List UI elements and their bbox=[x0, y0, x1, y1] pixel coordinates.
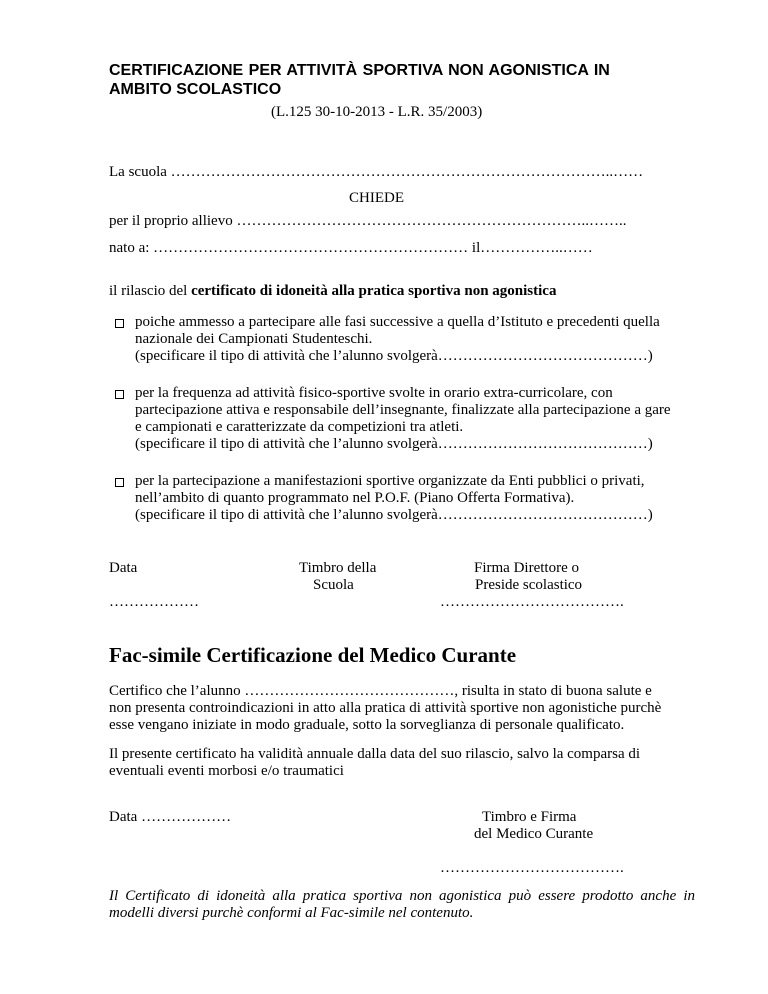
school-stamp-label-2: Scuola bbox=[313, 577, 354, 593]
option-1-checkbox[interactable] bbox=[115, 319, 124, 328]
release-certificate-name: certificato di idoneità alla pratica sportiva non agonistica bbox=[191, 283, 557, 299]
birth-field[interactable]: nato a: ……………………………………………………… il……………..…… bbox=[109, 240, 593, 256]
director-label-1: Firma Direttore o bbox=[474, 560, 579, 576]
document-title-line-2: AMBITO SCOLASTICO bbox=[109, 81, 282, 98]
footer-note bbox=[109, 888, 695, 922]
school-stamp-label-1: Timbro della bbox=[299, 560, 377, 576]
law-reference: (L.125 30-10-2013 - L.R. 35/2003) bbox=[271, 104, 483, 120]
footer-note-line-2: modelli diversi purchè conformi al Fac-simile nel contenuto. bbox=[109, 905, 474, 921]
medical-heading: Fac-simile Certificazione del Medico Curante bbox=[109, 643, 517, 667]
school-field[interactable]: La scuola ……………………………………………………………………………..…… bbox=[109, 164, 644, 180]
medical-date-field[interactable]: Data ……………… bbox=[109, 809, 232, 825]
student-field[interactable]: per il proprio allievo ……………………………………………………………..…….. bbox=[109, 213, 627, 229]
release-prefix: il rilascio del bbox=[109, 283, 192, 299]
medical-paragraph-2 bbox=[109, 746, 640, 780]
medical-paragraph-2-line-1: Il presente certificato ha validità annuale dalla data del suo rilascio, salvo la comparsa di bbox=[109, 746, 641, 762]
option-1-text bbox=[135, 314, 660, 365]
director-signature-field[interactable]: ………………………………. bbox=[440, 594, 624, 610]
release-statement bbox=[109, 283, 556, 300]
option-2-text bbox=[135, 385, 671, 453]
medical-paragraph-1 bbox=[109, 683, 661, 734]
medical-paragraph-1-line-1: Certifico che l’alunno ……………………………………, risulta in stato di buona salute e bbox=[109, 683, 652, 699]
doctor-stamp-label-1: Timbro e Firma bbox=[482, 809, 577, 825]
option-2-line-1: per la frequenza ad attività fisico-sportive svolte in orario extra-curricolare, con bbox=[135, 385, 613, 401]
option-1-line-2: nazionale dei Campionati Studenteschi. bbox=[135, 331, 373, 347]
doctor-signature-field[interactable]: ………………………………. bbox=[440, 860, 624, 876]
option-2-line-4: (specificare il tipo di attività che l’alunno svolgerà……………………………………) bbox=[135, 436, 653, 452]
option-1-line-3: (specificare il tipo di attività che l’alunno svolgerà……………………………………) bbox=[135, 348, 653, 364]
option-2-checkbox[interactable] bbox=[115, 390, 124, 399]
medical-paragraph-1-line-3: esse vengano iniziate in modo graduale, sotto la sorveglianza di personale qualificato. bbox=[109, 717, 625, 733]
footer-note-line-1: Il Certificato di idoneità alla pratica sportiva non agonistica può essere prodotto anche in bbox=[109, 888, 695, 904]
option-3-line-1: per la partecipazione a manifestazioni sportive organizzate da Enti pubblici o privati, bbox=[135, 473, 645, 489]
medical-paragraph-1-line-2: non presenta controindicazioni in atto alla pratica di attività sportive non agonistiche purchè bbox=[109, 700, 662, 716]
date-field[interactable]: ……………… bbox=[109, 594, 199, 610]
option-3-line-2: nell’ambito di quanto programmato nel P.O.F. (Piano Offerta Formativa). bbox=[135, 490, 575, 506]
option-2-line-3: e campionati e caratterizzate da competizioni tra atleti. bbox=[135, 419, 464, 435]
option-2-line-2: partecipazione attiva e responsabile dell’insegnante, finalizzate alla partecipazione a gare bbox=[135, 402, 671, 418]
medical-paragraph-2-line-2: eventuali eventi morbosi e/o traumatici bbox=[109, 763, 344, 779]
option-1-line-1: poiche ammesso a partecipare alle fasi successive a quella d’Istituto e precedenti quella bbox=[135, 314, 660, 330]
document-title-line-1: CERTIFICAZIONE PER ATTIVITÀ SPORTIVA NON AGONISTICA IN bbox=[109, 62, 610, 79]
director-label-2: Preside scolastico bbox=[475, 577, 583, 593]
request-heading: CHIEDE bbox=[349, 190, 404, 206]
option-3-checkbox[interactable] bbox=[115, 478, 124, 487]
option-3-text bbox=[135, 473, 653, 524]
date-label: Data bbox=[109, 560, 138, 576]
option-3-line-3: (specificare il tipo di attività che l’alunno svolgerà……………………………………) bbox=[135, 507, 653, 523]
doctor-stamp-label-2: del Medico Curante bbox=[474, 826, 594, 842]
